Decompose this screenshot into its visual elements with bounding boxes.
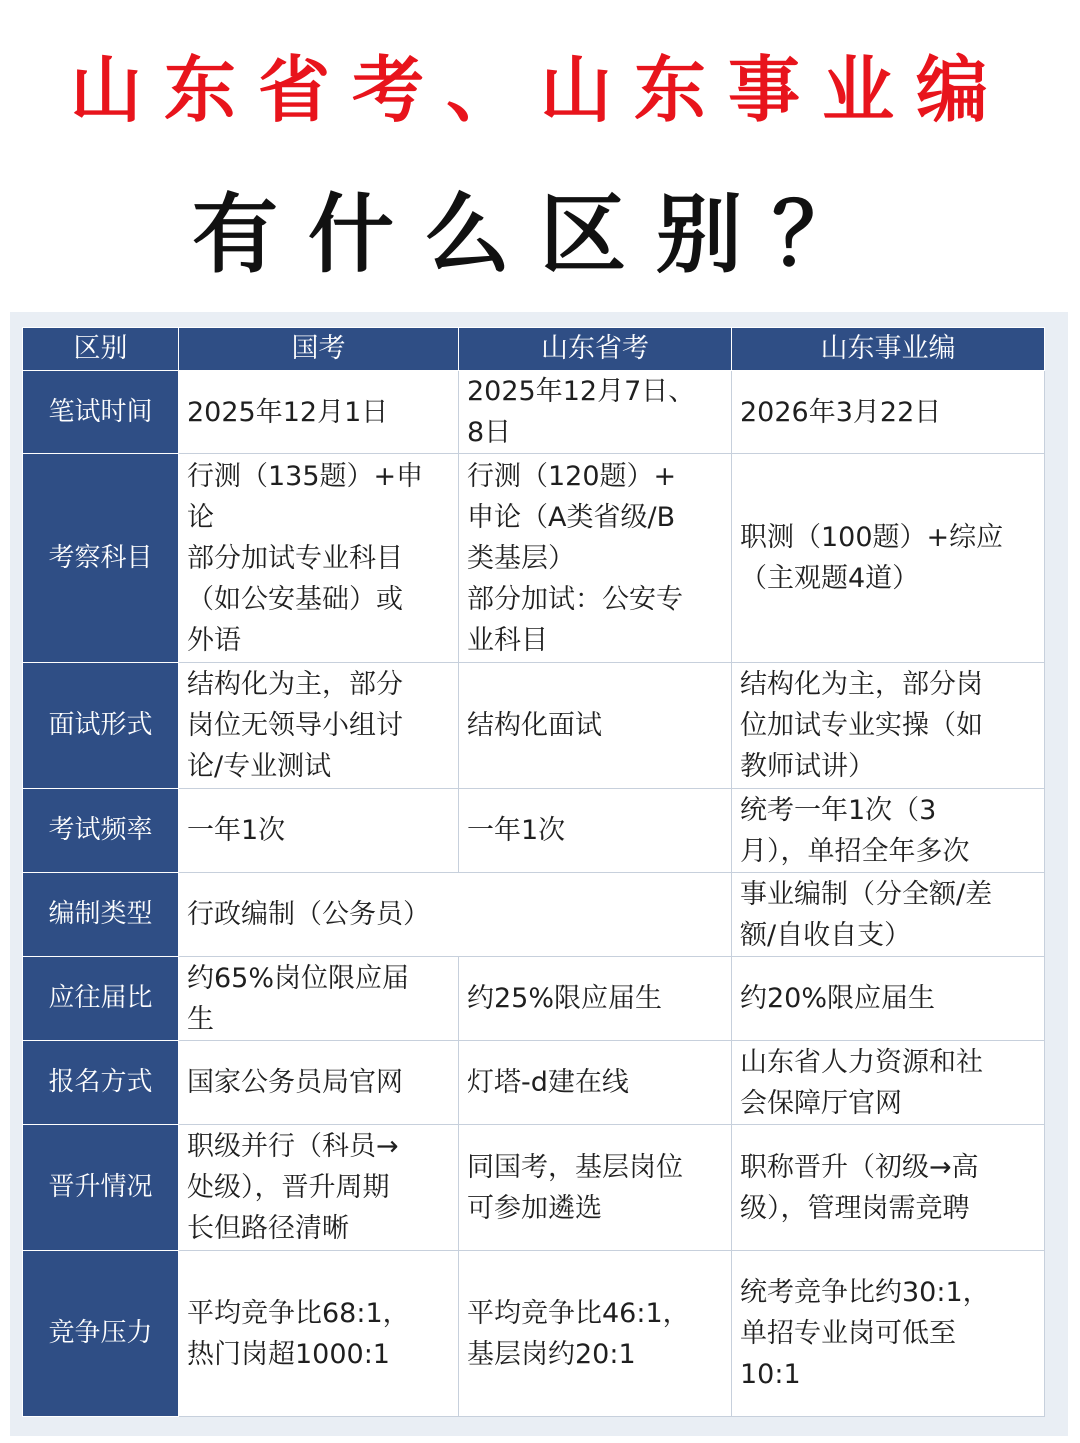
table-cell: 约20%限应届生	[732, 957, 1045, 1041]
row-label: 面试形式	[23, 663, 179, 789]
table-row	[23, 371, 1045, 454]
table-cell-merged: 行政编制（公务员）	[179, 873, 732, 957]
table-row	[23, 454, 1045, 663]
table-cell: 一年1次	[459, 789, 732, 873]
table-cell: 一年1次	[179, 789, 459, 873]
row-label: 报名方式	[23, 1041, 179, 1125]
table-cell: 平均竞争比68:1， 热门岗超1000:1	[179, 1251, 459, 1417]
table-cell: 统考竞争比约30:1， 单招专业岗可低至 10:1	[732, 1251, 1045, 1417]
table-cell: 2025年12月7日、 8日	[459, 371, 732, 454]
header-national-exam: 国考	[179, 328, 459, 371]
table-cell: 约25%限应届生	[459, 957, 732, 1041]
title-line-2: 有什么区别？	[192, 184, 888, 285]
comparison-table	[22, 327, 1045, 1417]
table-cell: 平均竞争比46:1， 基层岗约20:1	[459, 1251, 732, 1417]
title-line-1: 山东省考、山东事业编	[69, 47, 1010, 132]
table-cell: 结构化为主，部分 岗位无领导小组讨 论/专业测试	[179, 663, 459, 789]
table-cell: 2025年12月1日	[179, 371, 459, 454]
table-row	[23, 957, 1045, 1041]
table-header-row	[23, 328, 1045, 371]
table-row	[23, 663, 1045, 789]
row-label: 考察科目	[23, 454, 179, 663]
table-cell: 职称晋升（初级→高 级），管理岗需竞聘	[732, 1125, 1045, 1251]
table-cell: 职测（100题）+综应 （主观题4道）	[732, 454, 1045, 663]
row-label: 竞争压力	[23, 1251, 179, 1417]
table-cell: 2026年3月22日	[732, 371, 1045, 454]
row-label: 应往届比	[23, 957, 179, 1041]
table-cell: 行测（120题）+ 申论（A类省级/B 类基层） 部分加试：公安专 业科目	[459, 454, 732, 663]
row-label: 编制类型	[23, 873, 179, 957]
table-cell: 同国考，基层岗位 可参加遴选	[459, 1125, 732, 1251]
table-row	[23, 873, 1045, 957]
table-cell: 结构化面试	[459, 663, 732, 789]
table-cell: 职级并行（科员→ 处级），晋升周期 长但路径清晰	[179, 1125, 459, 1251]
table-cell: 行测（135题）+申 论 部分加试专业科目 （如公安基础）或 外语	[179, 454, 459, 663]
header-shandong-public-institution: 山东事业编	[732, 328, 1045, 371]
table-cell: 灯塔-d建在线	[459, 1041, 732, 1125]
table-cell: 约65%岗位限应届 生	[179, 957, 459, 1041]
table-cell: 事业编制（分全额/差 额/自收自支）	[732, 873, 1045, 957]
row-label: 考试频率	[23, 789, 179, 873]
row-label: 笔试时间	[23, 371, 179, 454]
table-cell: 结构化为主，部分岗 位加试专业实操（如 教师试讲）	[732, 663, 1045, 789]
table-row	[23, 1041, 1045, 1125]
header-diff: 区别	[23, 328, 179, 371]
table-cell: 国家公务员局官网	[179, 1041, 459, 1125]
row-label: 晋升情况	[23, 1125, 179, 1251]
header-shandong-provincial-exam: 山东省考	[459, 328, 732, 371]
table-row	[23, 789, 1045, 873]
table-cell: 山东省人力资源和社 会保障厅官网	[732, 1041, 1045, 1125]
table-cell: 统考一年1次（3 月），单招全年多次	[732, 789, 1045, 873]
table-row	[23, 1251, 1045, 1417]
comparison-table-frame	[10, 312, 1068, 1436]
table-row	[23, 1125, 1045, 1251]
